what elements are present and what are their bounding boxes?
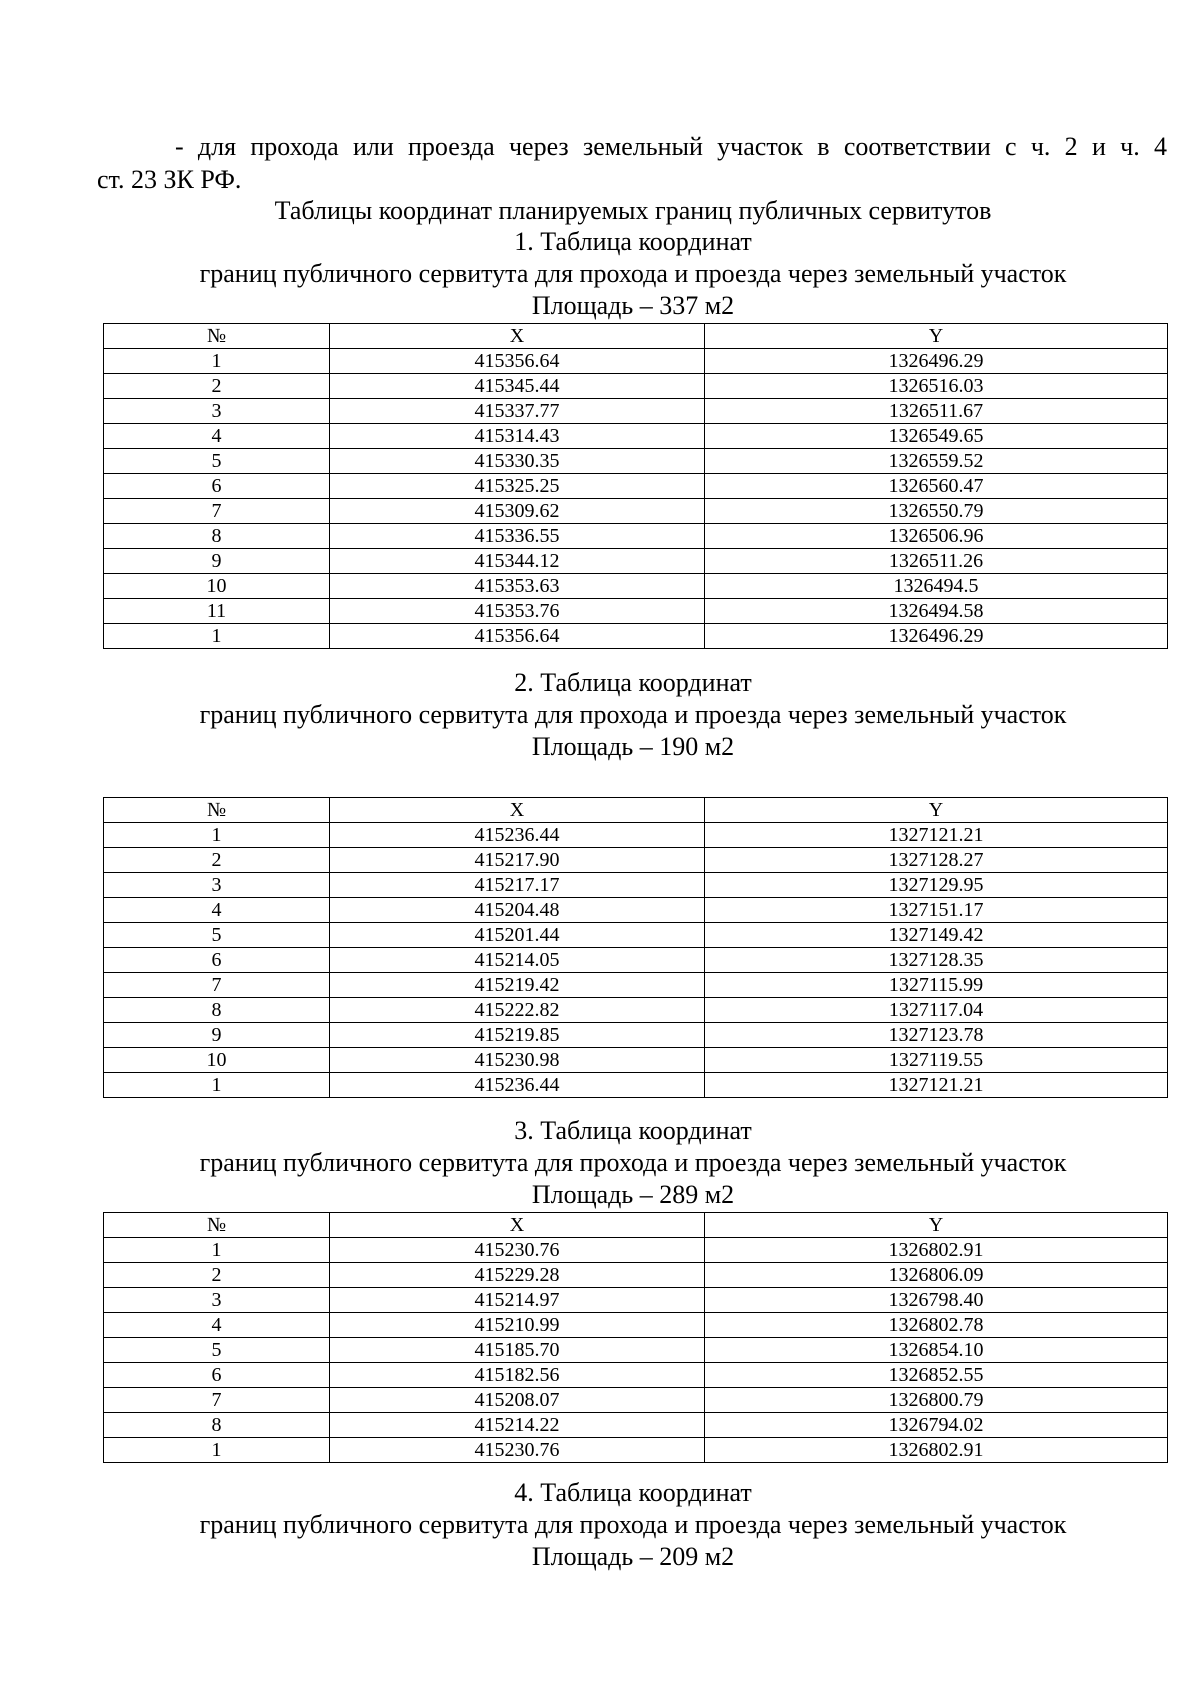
point-number-cell: 11 — [104, 599, 330, 624]
coordinates-table-1 — [103, 323, 1168, 649]
table-row — [104, 998, 1168, 1023]
table-row — [104, 1238, 1168, 1263]
table-row — [104, 374, 1168, 399]
main-title: Таблицы координат планируемых границ публичных сервитутов — [274, 196, 992, 225]
table-area: Площадь – 190 м2 — [531, 732, 735, 761]
table-row — [104, 524, 1168, 549]
table-row — [104, 1413, 1168, 1438]
x-coordinate-cell: 415214.05 — [330, 948, 705, 973]
table-title: 3. Таблица координат — [514, 1116, 752, 1145]
x-coordinate-cell: 415356.64 — [330, 624, 705, 649]
x-coordinate-cell: 415356.64 — [330, 349, 705, 374]
table-area: Площадь – 209 м2 — [531, 1542, 735, 1571]
point-number-cell: 4 — [104, 1313, 330, 1338]
intro-paragraph — [97, 130, 1167, 196]
point-number-cell: 7 — [104, 1388, 330, 1413]
y-coordinate-cell: 1326794.02 — [705, 1413, 1168, 1438]
table-row — [104, 399, 1168, 424]
coordinates-table-3 — [103, 1212, 1168, 1463]
point-number-cell: 8 — [104, 524, 330, 549]
table-row — [104, 574, 1168, 599]
y-coordinate-cell: 1326806.09 — [705, 1263, 1168, 1288]
column-header: № — [104, 798, 330, 823]
intro-line-2: ст. 23 ЗК РФ. — [97, 165, 242, 194]
y-coordinate-cell: 1326511.67 — [705, 399, 1168, 424]
table-header-row — [104, 1213, 1168, 1238]
column-header: Y — [705, 1213, 1168, 1238]
table-heading-1 — [0, 226, 1200, 322]
point-number-cell: 9 — [104, 549, 330, 574]
x-coordinate-cell: 415201.44 — [330, 923, 705, 948]
y-coordinate-cell: 1326854.10 — [705, 1338, 1168, 1363]
column-header: Y — [705, 324, 1168, 349]
table-row — [104, 449, 1168, 474]
point-number-cell: 5 — [104, 449, 330, 474]
y-coordinate-cell: 1327121.21 — [705, 1073, 1168, 1098]
y-coordinate-cell: 1326496.29 — [705, 624, 1168, 649]
intro-line-1: - для прохода или проезда через земельный участок в соответствии с ч. 2 и ч. 4 — [175, 132, 1167, 161]
point-number-cell: 6 — [104, 474, 330, 499]
y-coordinate-cell: 1326506.96 — [705, 524, 1168, 549]
point-number-cell: 8 — [104, 998, 330, 1023]
y-coordinate-cell: 1326549.65 — [705, 424, 1168, 449]
x-coordinate-cell: 415214.97 — [330, 1288, 705, 1313]
table-subtitle: границ публичного сервитута для прохода и проезда через земельный участок — [199, 259, 1067, 288]
y-coordinate-cell: 1326798.40 — [705, 1288, 1168, 1313]
point-number-cell: 4 — [104, 424, 330, 449]
y-coordinate-cell: 1326550.79 — [705, 499, 1168, 524]
point-number-cell: 6 — [104, 948, 330, 973]
column-header: № — [104, 1213, 330, 1238]
point-number-cell: 1 — [104, 349, 330, 374]
table-heading-3 — [0, 1115, 1200, 1211]
point-number-cell: 2 — [104, 1263, 330, 1288]
table-row — [104, 923, 1168, 948]
table-row — [104, 1073, 1168, 1098]
y-coordinate-cell: 1326494.5 — [705, 574, 1168, 599]
y-coordinate-cell: 1326852.55 — [705, 1363, 1168, 1388]
x-coordinate-cell: 415204.48 — [330, 898, 705, 923]
y-coordinate-cell: 1326496.29 — [705, 349, 1168, 374]
x-coordinate-cell: 415219.85 — [330, 1023, 705, 1048]
x-coordinate-cell: 415217.90 — [330, 848, 705, 873]
point-number-cell: 1 — [104, 823, 330, 848]
table-row — [104, 823, 1168, 848]
x-coordinate-cell: 415185.70 — [330, 1338, 705, 1363]
y-coordinate-cell: 1327128.35 — [705, 948, 1168, 973]
point-number-cell: 3 — [104, 873, 330, 898]
table-area: Площадь – 289 м2 — [531, 1180, 735, 1209]
table-title: 2. Таблица координат — [514, 668, 752, 697]
coordinates-table-2 — [103, 797, 1168, 1098]
table-row — [104, 599, 1168, 624]
table-row — [104, 549, 1168, 574]
table-row — [104, 624, 1168, 649]
point-number-cell: 8 — [104, 1413, 330, 1438]
y-coordinate-cell: 1326516.03 — [705, 374, 1168, 399]
point-number-cell: 2 — [104, 374, 330, 399]
y-coordinate-cell: 1326511.26 — [705, 549, 1168, 574]
table-title: 4. Таблица координат — [514, 1478, 752, 1507]
y-coordinate-cell: 1326560.47 — [705, 474, 1168, 499]
column-header: № — [104, 324, 330, 349]
point-number-cell: 3 — [104, 1288, 330, 1313]
point-number-cell: 10 — [104, 1048, 330, 1073]
y-coordinate-cell: 1326802.91 — [705, 1438, 1168, 1463]
y-coordinate-cell: 1327115.99 — [705, 973, 1168, 998]
table-row — [104, 848, 1168, 873]
table-subtitle: границ публичного сервитута для прохода и проезда через земельный участок — [199, 700, 1067, 729]
table-row — [104, 424, 1168, 449]
point-number-cell: 7 — [104, 499, 330, 524]
y-coordinate-cell: 1327151.17 — [705, 898, 1168, 923]
point-number-cell: 5 — [104, 1338, 330, 1363]
x-coordinate-cell: 415230.98 — [330, 1048, 705, 1073]
y-coordinate-cell: 1326494.58 — [705, 599, 1168, 624]
y-coordinate-cell: 1327117.04 — [705, 998, 1168, 1023]
point-number-cell: 7 — [104, 973, 330, 998]
point-number-cell: 5 — [104, 923, 330, 948]
point-number-cell: 1 — [104, 1238, 330, 1263]
column-header: X — [330, 1213, 705, 1238]
x-coordinate-cell: 415214.22 — [330, 1413, 705, 1438]
x-coordinate-cell: 415208.07 — [330, 1388, 705, 1413]
x-coordinate-cell: 415345.44 — [330, 374, 705, 399]
point-number-cell: 2 — [104, 848, 330, 873]
table-row — [104, 1438, 1168, 1463]
x-coordinate-cell: 415325.25 — [330, 474, 705, 499]
table-subtitle: границ публичного сервитута для прохода и проезда через земельный участок — [199, 1148, 1067, 1177]
y-coordinate-cell: 1326800.79 — [705, 1388, 1168, 1413]
table-row — [104, 873, 1168, 898]
point-number-cell: 4 — [104, 898, 330, 923]
y-coordinate-cell: 1327123.78 — [705, 1023, 1168, 1048]
y-coordinate-cell: 1327128.27 — [705, 848, 1168, 873]
table-area: Площадь – 337 м2 — [531, 291, 735, 320]
table-title: 1. Таблица координат — [514, 227, 752, 256]
table-header-row — [104, 798, 1168, 823]
x-coordinate-cell: 415330.35 — [330, 449, 705, 474]
x-coordinate-cell: 415353.76 — [330, 599, 705, 624]
point-number-cell: 1 — [104, 624, 330, 649]
x-coordinate-cell: 415337.77 — [330, 399, 705, 424]
table-row — [104, 499, 1168, 524]
table-row — [104, 948, 1168, 973]
table-row — [104, 898, 1168, 923]
y-coordinate-cell: 1327119.55 — [705, 1048, 1168, 1073]
x-coordinate-cell: 415230.76 — [330, 1238, 705, 1263]
x-coordinate-cell: 415353.63 — [330, 574, 705, 599]
table-subtitle: границ публичного сервитута для прохода и проезда через земельный участок — [199, 1510, 1067, 1539]
table-row — [104, 1023, 1168, 1048]
column-header: Y — [705, 798, 1168, 823]
table-header-row — [104, 324, 1168, 349]
x-coordinate-cell: 415210.99 — [330, 1313, 705, 1338]
y-coordinate-cell: 1327129.95 — [705, 873, 1168, 898]
column-header: X — [330, 798, 705, 823]
table-row — [104, 1338, 1168, 1363]
x-coordinate-cell: 415236.44 — [330, 823, 705, 848]
x-coordinate-cell: 415182.56 — [330, 1363, 705, 1388]
column-header: X — [330, 324, 705, 349]
y-coordinate-cell: 1326802.78 — [705, 1313, 1168, 1338]
point-number-cell: 3 — [104, 399, 330, 424]
x-coordinate-cell: 415229.28 — [330, 1263, 705, 1288]
table-row — [104, 474, 1168, 499]
table-heading-2 — [0, 667, 1200, 763]
table-row — [104, 973, 1168, 998]
x-coordinate-cell: 415217.17 — [330, 873, 705, 898]
table-heading-4 — [0, 1477, 1200, 1573]
point-number-cell: 6 — [104, 1363, 330, 1388]
x-coordinate-cell: 415314.43 — [330, 424, 705, 449]
x-coordinate-cell: 415219.42 — [330, 973, 705, 998]
table-row — [104, 1363, 1168, 1388]
point-number-cell: 1 — [104, 1438, 330, 1463]
y-coordinate-cell: 1326802.91 — [705, 1238, 1168, 1263]
point-number-cell: 1 — [104, 1073, 330, 1098]
y-coordinate-cell: 1326559.52 — [705, 449, 1168, 474]
x-coordinate-cell: 415344.12 — [330, 549, 705, 574]
table-row — [104, 349, 1168, 374]
point-number-cell: 9 — [104, 1023, 330, 1048]
x-coordinate-cell: 415230.76 — [330, 1438, 705, 1463]
x-coordinate-cell: 415222.82 — [330, 998, 705, 1023]
x-coordinate-cell: 415309.62 — [330, 499, 705, 524]
y-coordinate-cell: 1327121.21 — [705, 823, 1168, 848]
y-coordinate-cell: 1327149.42 — [705, 923, 1168, 948]
table-row — [104, 1388, 1168, 1413]
table-row — [104, 1263, 1168, 1288]
table-row — [104, 1048, 1168, 1073]
x-coordinate-cell: 415336.55 — [330, 524, 705, 549]
point-number-cell: 10 — [104, 574, 330, 599]
table-row — [104, 1288, 1168, 1313]
table-row — [104, 1313, 1168, 1338]
x-coordinate-cell: 415236.44 — [330, 1073, 705, 1098]
